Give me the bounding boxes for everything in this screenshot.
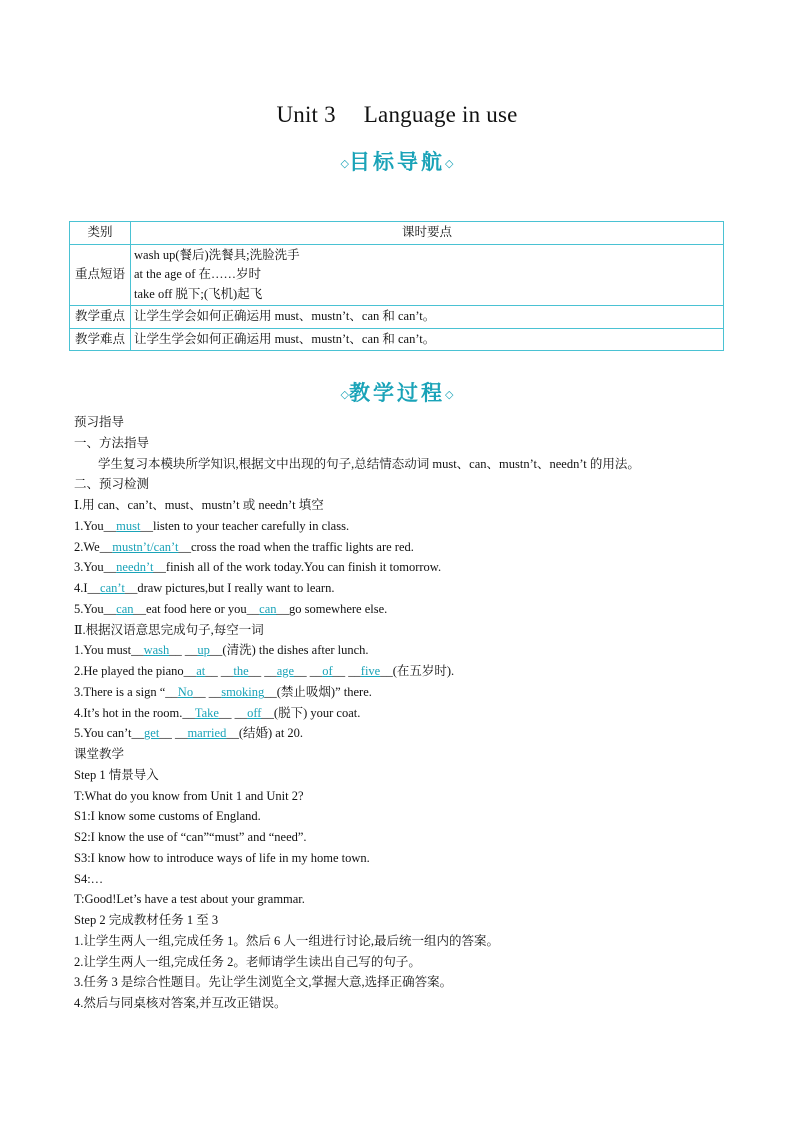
item-text: __finish all of the work today.You can finish it tomorrow. <box>153 560 442 575</box>
exercise-item <box>74 537 734 558</box>
item-text: 1.You__ <box>74 518 117 533</box>
table-header-cell: 类别 <box>70 222 131 245</box>
exercise-title: Ⅰ.用 can、can’t、must、mustn’t 或 needn’t 填空 <box>74 498 324 512</box>
lesson-key-points-table <box>69 221 724 351</box>
item-text: 1.You must__ <box>74 643 144 658</box>
table-content-cell: 让学生学会如何正确运用 must、mustn’t、can 和 can’t。 <box>131 328 724 351</box>
answer-text: age <box>276 664 295 678</box>
task-line: 4.然后与同桌核对答案,并互改正错误。 <box>74 996 287 1010</box>
answer-text: can <box>116 601 134 616</box>
answer-text: married <box>187 726 227 741</box>
answer-text: wash <box>143 643 170 658</box>
step-title: Step 2 完成教材任务 1 至 3 <box>74 913 219 927</box>
section-heading-label: 教学过程 <box>349 380 445 405</box>
answer-text: five <box>360 664 381 678</box>
item-text: 2.We__ <box>74 539 113 554</box>
item-text: 3.There is a sign “__ <box>74 684 178 699</box>
answer-text: of <box>322 664 333 678</box>
answer-text: off <box>247 705 262 720</box>
exercise-item <box>74 682 734 703</box>
exercise-item <box>74 578 734 599</box>
subheading: 二、预习检测 <box>74 477 150 492</box>
phrase-line: at the age of 在……岁时 <box>134 267 262 281</box>
page-title <box>0 102 794 128</box>
item-text: __ __ <box>248 664 277 678</box>
table-content-cell <box>131 244 724 306</box>
dialogue-line: S2:I know the use of “can”“must” and “need”. <box>74 830 307 844</box>
exercise-title: Ⅱ.根据汉语意思完成句子,每空一词 <box>74 622 264 637</box>
lesson-body <box>74 412 734 1014</box>
item-text: 2.He played the piano__ <box>74 664 197 678</box>
item-text: __go somewhere else. <box>276 601 388 616</box>
table-content-cell: 让学生学会如何正确运用 must、mustn’t、can 和 can’t。 <box>131 306 724 329</box>
item-text: 3.You__ <box>74 560 117 575</box>
step-title: Step 1 情景导入 <box>74 767 159 782</box>
table-row <box>70 244 724 306</box>
answer-text: can’t <box>100 581 125 595</box>
dialogue-line: T:Good!Let’s have a test about your grammar. <box>74 892 305 907</box>
task-line: 3.任务 3 是综合性题目。先让学生浏览全文,掌握大意,选择正确答案。 <box>74 975 453 990</box>
item-text: __ __ <box>193 684 222 699</box>
answer-text: mustn’t/can’t <box>112 539 179 554</box>
item-text: __(脱下) your coat. <box>261 705 361 720</box>
exercise-item <box>74 703 734 724</box>
item-text: __ __ <box>332 664 361 678</box>
exercise-item <box>74 599 734 620</box>
answer-text: must <box>116 518 141 533</box>
item-text: 4.It’s hot in the room.__ <box>74 705 195 720</box>
diamond-icon: ◇ <box>445 388 454 401</box>
unit-label: Unit 3 <box>276 102 336 127</box>
task-line: 1.让学生两人一组,完成任务 1。然后 6 人一组进行讨论,最后统一组内的答案。 <box>74 933 500 948</box>
subheading: 课堂教学 <box>74 747 125 761</box>
exercise-item <box>74 516 734 537</box>
section-heading-goals <box>0 146 794 176</box>
answer-text: can <box>259 601 277 616</box>
item-text: __eat food here or you__ <box>133 601 260 616</box>
table-header-row <box>70 222 724 245</box>
answer-text: get <box>144 726 160 741</box>
section-heading-label: 目标导航 <box>349 149 445 174</box>
item-text: __(结婚) at 20. <box>226 726 304 741</box>
answer-text: the <box>233 664 249 678</box>
phrase-line: wash up(餐后)洗餐具;洗脸洗手 <box>134 247 300 262</box>
table-category-cell: 教学重点 <box>70 306 131 329</box>
table-header-cell: 课时要点 <box>131 222 724 245</box>
exercise-item <box>74 640 734 661</box>
item-text: __(禁止吸烟)” there. <box>264 684 372 699</box>
exercise-item <box>74 557 734 578</box>
item-text: __ __ <box>218 705 248 720</box>
answer-text: at <box>196 664 206 678</box>
item-text: __ __ <box>205 664 234 678</box>
paragraph: 学生复习本模块所学知识,根据文中出现的句子,总结情态动词 must、can、mustn’t、needn’t 的用法。 <box>98 456 640 471</box>
dialogue-line: T:What do you know from Unit 1 and Unit 2? <box>74 788 304 803</box>
unit-topic: Language in use <box>363 102 518 127</box>
phrase-line: take off 脱下;(飞机)起飞 <box>134 286 263 301</box>
subheading: 预习指导 <box>74 415 125 429</box>
table-category-cell: 教学难点 <box>70 328 131 351</box>
diamond-icon: ◇ <box>340 157 349 170</box>
table-row <box>70 328 724 351</box>
diamond-icon: ◇ <box>340 388 349 401</box>
answer-text: No <box>177 684 194 699</box>
item-text: __ __ <box>159 726 188 741</box>
answer-text: needn’t <box>116 560 154 575</box>
answer-text: up <box>197 643 210 658</box>
dialogue-line: S1:I know some customs of England. <box>74 809 261 824</box>
section-heading-process <box>0 377 794 407</box>
item-text: 5.You can’t__ <box>74 726 145 741</box>
answer-text: smoking <box>221 684 265 699</box>
item-text: __cross the road when the traffic lights are red. <box>178 539 414 554</box>
task-line: 2.让学生两人一组,完成任务 2。老师请学生读出自己写的句子。 <box>74 954 421 969</box>
item-text: __(清洗) the dishes after lunch. <box>209 643 369 658</box>
dialogue-line: S3:I know how to introduce ways of life in my home town. <box>74 850 370 865</box>
diamond-icon: ◇ <box>445 157 454 170</box>
item-text: __listen to your teacher carefully in class. <box>140 518 350 533</box>
exercise-item <box>74 723 734 744</box>
item-text: __ __ <box>169 643 198 658</box>
answer-text: Take <box>194 705 219 720</box>
dialogue-line: S4:… <box>74 871 104 886</box>
item-text: __ __ <box>294 664 323 678</box>
item-text: __draw pictures,but I really want to learn. <box>124 581 335 595</box>
table-row <box>70 306 724 329</box>
item-text: 4.I__ <box>74 581 101 595</box>
subheading: 一、方法指导 <box>74 435 150 450</box>
exercise-item <box>74 661 734 682</box>
table-category-cell: 重点短语 <box>70 244 131 306</box>
item-text: __(在五岁时). <box>380 664 455 678</box>
item-text: 5.You__ <box>74 601 117 616</box>
